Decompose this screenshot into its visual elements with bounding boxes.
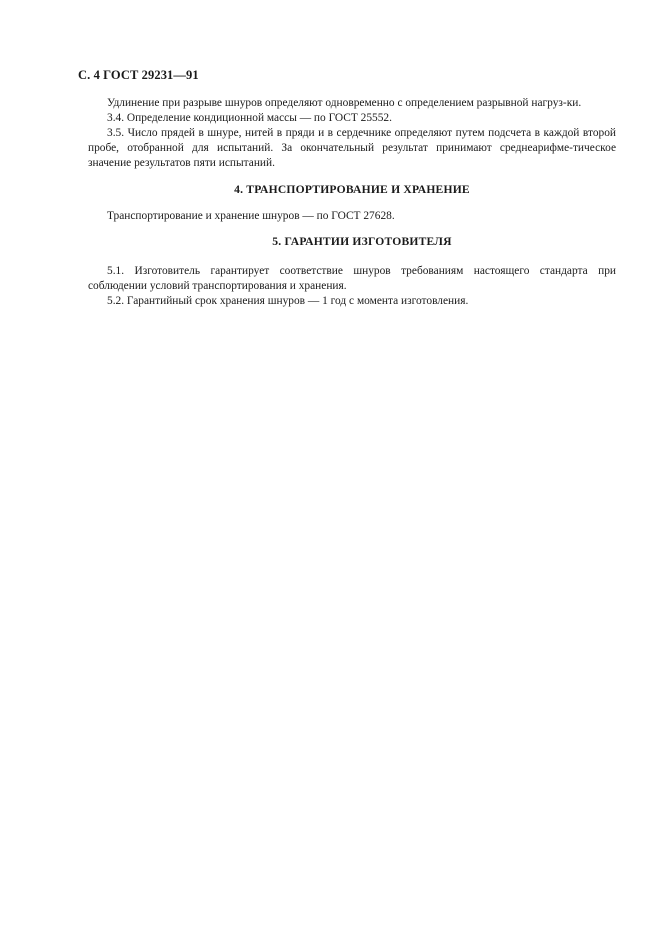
- paragraph-5-1: 5.1. Изготовитель гарантирует соответствие шнуров требованиям настоящего стандарта при соблюдении условий транспортирования и хранения.: [88, 265, 616, 292]
- paragraph-5-2: 5.2. Гарантийный срок хранения шнуров — 1 год с момента изготовления.: [107, 295, 469, 307]
- paragraph-3-5: 3.5. Число прядей в шнуре, нитей в пряди и в сердечнике определяют путем подсчета в каждой второй пробе, отобранной для испытаний. За окончательный результат принимают среднеарифме-тическое значение результатов пяти испытаний.: [88, 127, 616, 169]
- paragraph-3-4: 3.4. Определение кондиционной массы — по ГОСТ 25552.: [107, 112, 392, 124]
- section-5-title: 5. ГАРАНТИИ ИЗГОТОВИТЕЛЯ: [272, 235, 452, 248]
- paragraph-section-4: Транспортирование и хранение шнуров — по ГОСТ 27628.: [107, 210, 395, 222]
- paragraph-elongation: Удлинение при разрыве шнуров определяют одновременно с определением разрывной нагруз-ки.: [107, 97, 582, 109]
- section-4-title: 4. ТРАНСПОРТИРОВАНИЕ И ХРАНЕНИЕ: [234, 183, 470, 196]
- document-body: [88, 96, 616, 309]
- page-header: С. 4 ГОСТ 29231—91: [78, 68, 199, 82]
